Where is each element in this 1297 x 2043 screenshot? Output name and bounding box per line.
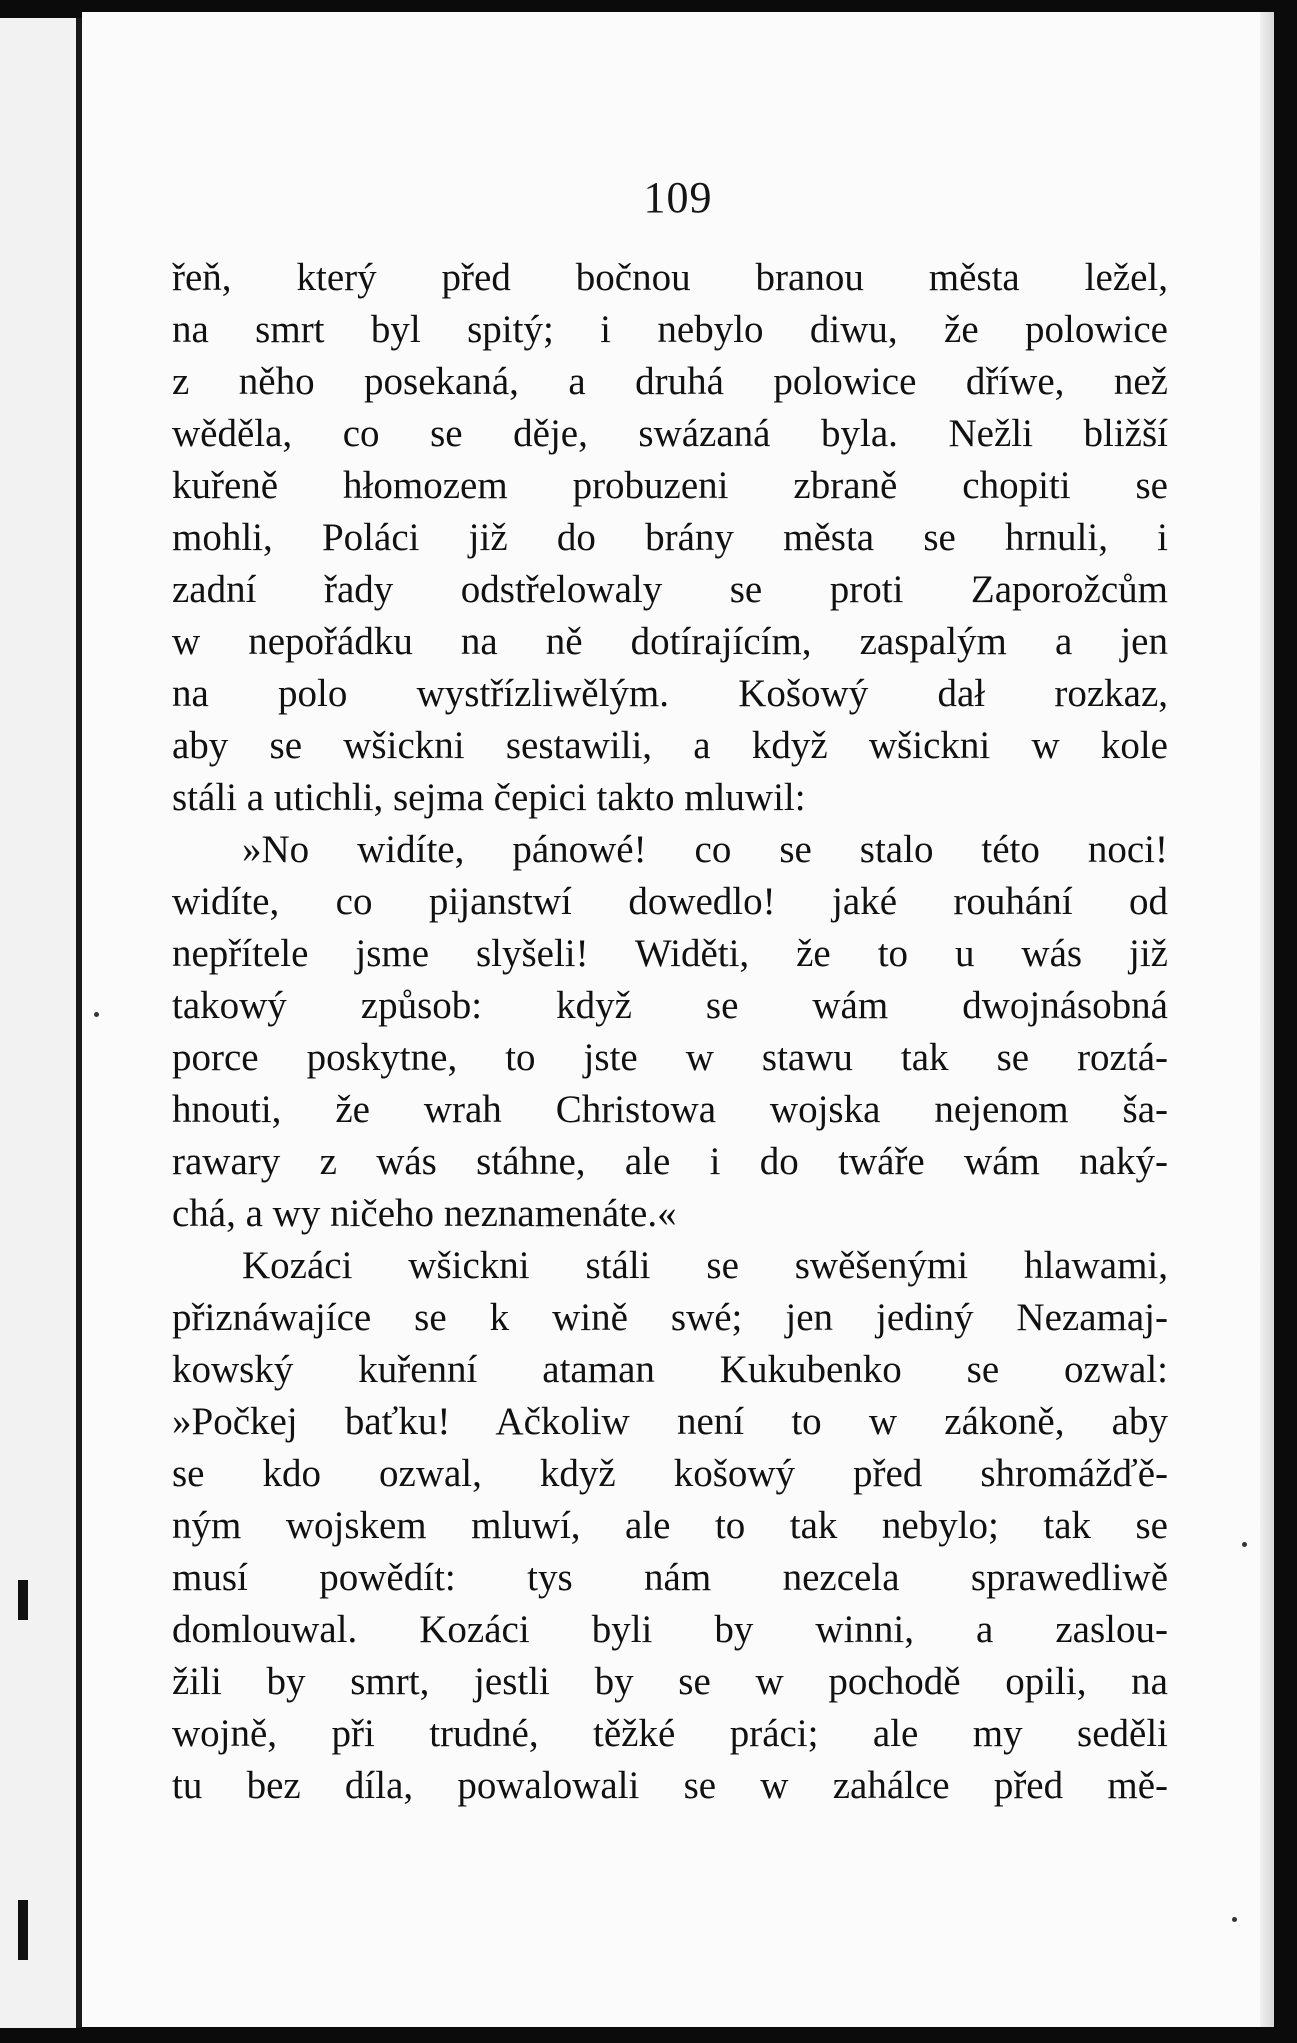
page-number: 109: [643, 173, 713, 222]
text-line: Kozáci wšickni stáli se swěšenými hlawami,: [242, 1244, 1168, 1287]
text-line: porce poskytne, to jste w stawu tak se roztá-: [172, 1036, 1168, 1079]
text-line: wojně, při trudné, těžké práci; ale my seděli: [172, 1712, 1168, 1755]
text-line: z něho posekaná, a druhá polowice dříwe, než: [172, 360, 1168, 403]
page-edge-shadow: [1260, 12, 1274, 2027]
body-text: [172, 252, 1168, 1812]
text-line: na polo wystřízliwělým. Košowý dał rozkaz,: [172, 672, 1168, 715]
print-speck: [94, 1012, 99, 1017]
text-line: rawary z wás stáhne, ale i do twáře wám naký-: [172, 1140, 1168, 1183]
text-line: musí powědít: tys nám nezcela sprawedliwě: [172, 1556, 1168, 1599]
text-line: widíte, co pijanstwí dowedlo! jaké rouhání od: [172, 880, 1168, 923]
text-line: žili by smrt, jestli by se w pochodě opili, na: [172, 1660, 1168, 1703]
text-line: »No widíte, pánowé! co se stalo této noci!: [242, 828, 1168, 871]
previous-page-edge: [0, 18, 76, 2028]
text-line: kowský kuřenní ataman Kukubenko se ozwal:: [172, 1348, 1168, 1391]
text-line: nepřítele jsme slyšeli! Widěti, že to u wás již: [172, 932, 1168, 975]
text-line: w nepořádku na ně dotírajícím, zaspalým a jen: [172, 620, 1168, 663]
text-line: přiznáwajíce se k wině swé; jen jediný Nezamaj-: [172, 1296, 1168, 1339]
spine-mark: [18, 1900, 28, 1960]
text-line: řeň, který před bočnou branou města ležel,: [172, 256, 1168, 299]
text-line: takowý způsob: když se wám dwojnásobná: [172, 984, 1168, 1027]
text-line: domlouwal. Kozáci byli by winni, a zaslou-: [172, 1608, 1168, 1651]
text-line: se kdo ozwal, když košowý před shromážďě-: [172, 1452, 1168, 1495]
text-line: chá, a wy ničeho neznamenáte.«: [172, 1192, 677, 1235]
text-line: tu bez díla, powalowali se w zahálce před mě-: [172, 1764, 1168, 1807]
print-speck: [1242, 1542, 1247, 1547]
text-line: mohli, Poláci již do brány města se hrnuli, i: [172, 516, 1168, 559]
text-line: hnouti, že wrah Christowa wojska nejenom ša-: [172, 1088, 1168, 1131]
text-line: zadní řady odstřelowaly se proti Zaporožcům: [172, 568, 1168, 611]
text-line: wěděla, co se děje, swázaná byla. Nežli bližší: [172, 412, 1168, 455]
text-line: »Počkej baťku! Ačkoliw není to w zákoně, aby: [172, 1400, 1168, 1443]
text-line: stáli a utichli, sejma čepici takto mluwil:: [172, 776, 806, 819]
text-line: ným wojskem mluwí, ale to tak nebylo; tak se: [172, 1504, 1168, 1547]
book-page: [82, 12, 1274, 2027]
text-line: kuřeně hłomozem probuzeni zbraně chopiti se: [172, 464, 1168, 507]
text-line: na smrt byl spitý; i nebylo diwu, že polowice: [172, 308, 1168, 351]
text-line: aby se wšickni sestawili, a když wšickni w kole: [172, 724, 1168, 767]
print-speck: [1232, 1917, 1237, 1922]
spine-mark: [18, 1580, 28, 1620]
